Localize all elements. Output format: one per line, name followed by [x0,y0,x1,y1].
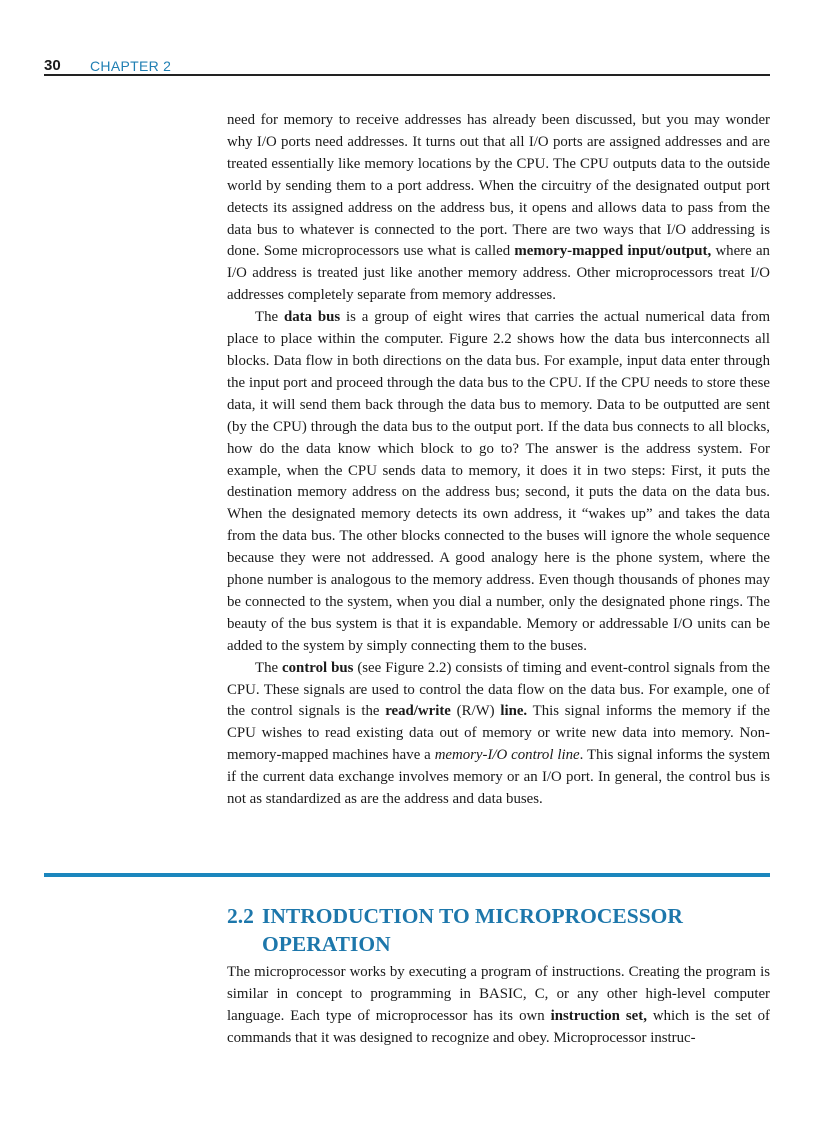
header-rule [44,74,770,76]
running-head [44,56,770,76]
section-number: 2.2 [227,903,254,928]
text-run: is a group of eight wires that carries the actual numerical data from place to place within the computer. Figure 2.2 shows how the data bus interconnects all blocks. Data flow in both directions on the data bus. For example, input data enter through the input port and proceed through the data bus to the CPU. If the CPU needs to store these data, it will send them back through the data bus to memory. Data to be outputted are sent (by the CPU) through the data bus to the output port. If the data bus connects to all blocks, how do the data know which block to go to? The answer is the address system. For example, when the CPU sends data to memory, it does it in two steps: First, it puts the destination memory address on the address bus; second, it puts the data on the data bus. When the designated memory detects its own address, it “wakes up” and takes the data from the data bus. The other blocks connected to the buses will ignore the whole sequence because they were not addressed. A good analogy here is the phone system, where the phone number is analogous to the memory address. Even though thousands of phones may be connected to the system, when you dial a number, only the designated phone rings. The beauty of the bus system is that it is expandable. Memory or addressable I/O units can be added to the system by simply connecting them to the buses. [227,309,770,654]
text-run: need for memory to receive addresses has already been discussed, but you may wonder why I/O ports need addresses. It turns out that all I/O ports are assigned addresses and are treated essentially like memory locations by the CPU. The CPU outputs data to the outside world by sending them to a port address. When the circuitry of the designated output port detects its assigned address on the address bus, it opens and allows data to pass from the data bus to whatever is connected to the port. There are two ways that I/O addressing is done. Some microprocessors use what is called [227,112,770,260]
text-run: The microprocessor works by executing a program of instructions. Creating the program is similar in concept to programming in BASIC, C, or any other high-level computer language. Each type of microprocessor has its own [227,964,770,1024]
paragraph-control-bus [227,658,770,811]
key-term-memory-mapped-io: memory-mapped input/output, [514,243,712,260]
text-run: where an I/O address is treated just like another memory address. Other microprocessors treat I/O addresses completely separate from memory addresses. [227,243,770,304]
text-run: which is the set of commands that it was designed to recognize and obey. Microprocessor instruc- [227,1007,770,1046]
key-term-data-bus: data bus [283,309,341,326]
emphasis-memory-io-control-line: memory-I/O control line [434,747,580,764]
page-number: 30 [44,57,61,74]
text-run: This signal informs the memory if the CPU wishes to read existing data out of memory or write new data into memory. Non-memory-mapped machines have a [227,703,770,764]
text-run: . This signal informs the system if the current data exchange involves memory or an I/O port. In general, the control bus is not as standardized as are the address and data buses. [227,747,770,808]
text-run: The [255,309,284,326]
text-run: The [255,659,283,676]
section-title: INTRODUCTION TO MICROPROCESSOR OPERATION [262,903,683,956]
paragraph-data-bus [227,307,770,658]
key-term-line: line. [500,703,528,720]
section-heading [227,902,770,958]
paragraph-io-addressing [227,110,770,307]
text-run: (see Figure 2.2) consists of timing and event-control signals from the CPU. These signals are used to control the data flow on the data bus. For example, one of the control signals is the [227,659,770,720]
text-run: (R/W) [450,703,501,720]
paragraph-instruction-set [227,962,770,1050]
body-text-lower [227,962,770,1050]
section-rule [44,873,770,877]
key-term-read-write: read/write [385,703,451,720]
body-text-upper [227,110,770,811]
key-term-instruction-set: instruction set, [550,1007,647,1024]
key-term-control-bus: control bus [282,659,354,676]
chapter-label: CHAPTER 2 [90,58,172,74]
